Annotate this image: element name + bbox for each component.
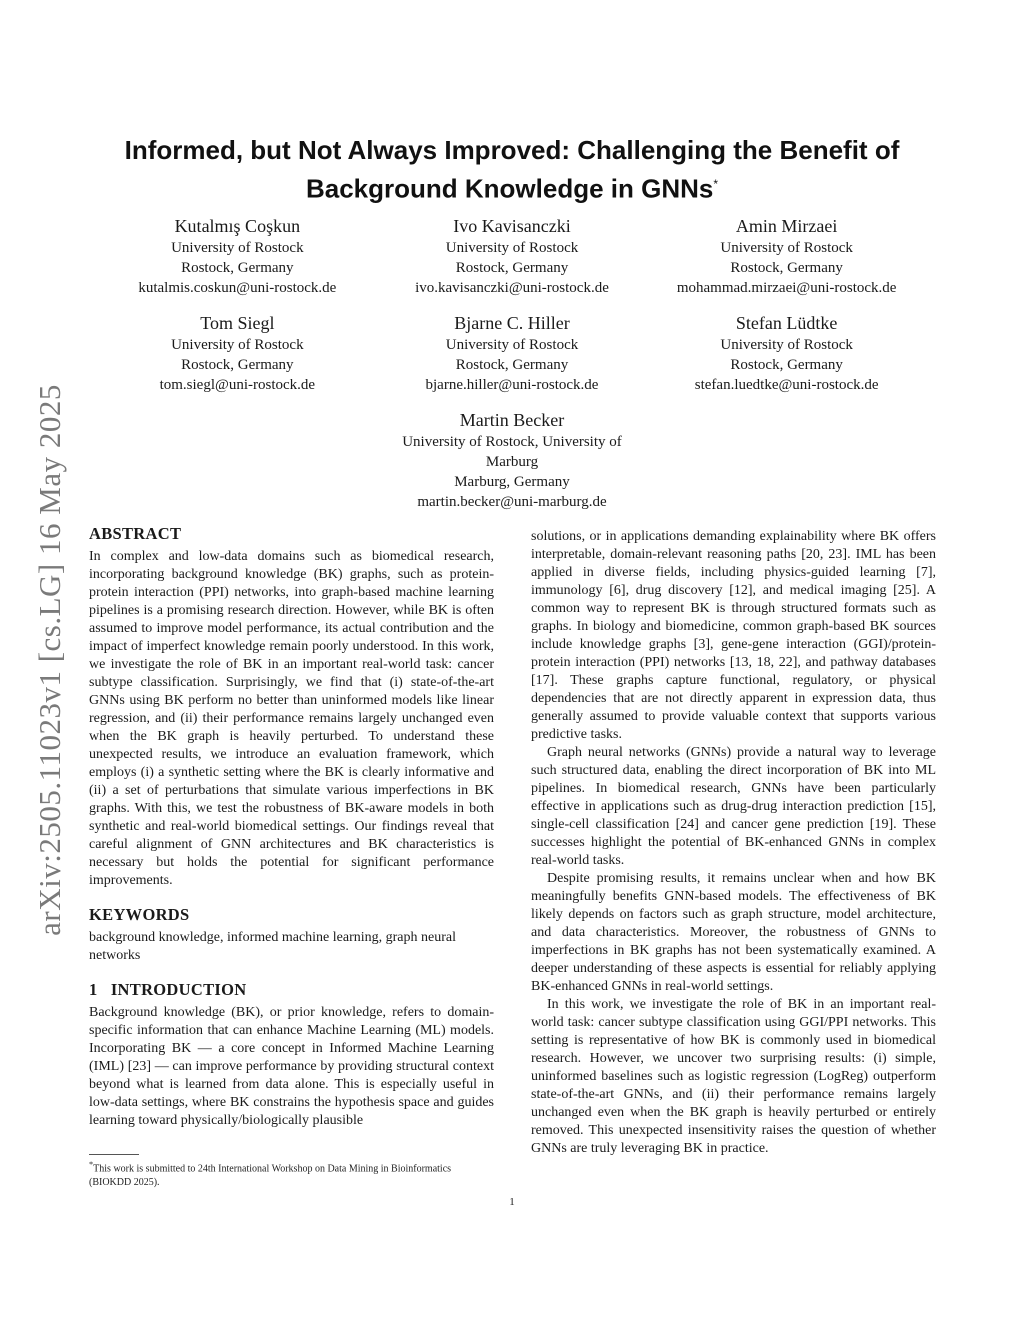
- author-email: martin.becker@uni-marburg.de: [417, 494, 607, 510]
- author-location: Rostock, Germany: [730, 260, 843, 276]
- author-block: [100, 214, 924, 512]
- body-paragraph: Graph neural networks (GNNs) provide a natural way to leverage such structured data, enabling the direct incorporation of BK into ML pipelines. In biomedical research, GNNs have been particularly effective in applications such as drug-drug interaction prediction [15], single-cell classification [24] and cancer gene prediction [19]. These successes highlight the potential of BK-enhanced GNNs in complex real-world tasks.: [531, 745, 936, 868]
- abstract-text: In complex and low-data domains such as biomedical research, incorporating background knowledge (BK) graphs, such as protein-protein interaction (PPI) networks, into graph-based machine learning pipelines is a promising research direction. However, while BK is often assumed to improve model performance, its actual contribution and the impact of imperfect knowledge remain poorly understood. In this work, we investigate the role of BK in an important real-world task: cancer subtype classification. Surprisingly, we find that (i) state-of-the-art GNNs using BK perform no better than uninformed models like linear regression, and (ii) their performance remains largely unchanged even when the BK graph is heavily perturbed. To understand these unexpected results, we introduce an evaluation framework, which employs (i) a synthetic setting where the BK is clearly informative and (ii) a set of perturbations that simulate various imperfections in BK graphs. With this, we test the robustness of BK-aware models in both synthetic and real-world biomedical settings. Our findings reveal that careful alignment of GNN architectures and BK characteristics is necessary but holds the potential for significant performance improvements.: [89, 549, 494, 888]
- body-paragraph: solutions, or in applications demanding explainability where BK offers interpretable, domain-relevant reasoning paths [20, 23]. IML has been applied in diverse fields, including physics-guided learning [7], immunology [6], drug discovery [12], and medical imaging [25]. A common way to represent BK is through structured formats such as graphs. In biology and biomedicine, common graph-based BK sources include knowledge graphs [3], gene-gene interaction (GGI)/protein-protein interaction (PPI) networks [13, 18, 22], and pathway databases [17]. These graphs capture functional, regulatory, or physical dependencies that are not directly apparent in expression data, thus generally assumed to provide valuable context that supports various predictive tasks.: [531, 529, 936, 742]
- author-card: [649, 311, 924, 395]
- keywords-text: background knowledge, informed machine learning, graph neural networks: [89, 930, 456, 963]
- author-location: Marburg, Germany: [454, 474, 570, 490]
- author-affiliation: University of Rostock: [720, 240, 853, 256]
- author-location: Rostock, Germany: [181, 357, 294, 373]
- footnote-mark: *: [89, 1160, 94, 1169]
- title-footnote-mark: *: [713, 177, 719, 191]
- footnote: [89, 1158, 494, 1190]
- author-email: ivo.kavisanczki@uni-rostock.de: [415, 280, 609, 296]
- author-name: Amin Mirzaei: [735, 216, 838, 236]
- author-card: [382, 408, 642, 512]
- author-affiliation: University of Rostock: [445, 240, 579, 256]
- author-card: [100, 214, 375, 298]
- left-column: [89, 525, 494, 1130]
- author-location: Rostock, Germany: [181, 260, 294, 276]
- author-email: stefan.luedtke@uni-rostock.de: [694, 377, 879, 393]
- arxiv-identifier: [26, 360, 74, 960]
- body-paragraph: Despite promising results, it remains unclear when and how BK meaningfully benefits GNN-based models. The effectiveness of BK likely depends on factors such as graph structure, model architecture, and data characteristics. Moreover, the robustness of GNNs to imperfections in BK graphs has not been systematically examined. A deeper understanding of these aspects is essential for reliably applying BK-enhanced GNNs in real-world settings.: [531, 871, 936, 994]
- footnote-text: This work is submitted to 24th International Workshop on Data Mining in Bioinformatics (BIOKDD 2025).: [89, 1163, 452, 1189]
- author-affiliation: University of Rostock: [171, 337, 304, 353]
- author-name: Tom Siegl: [200, 313, 275, 333]
- keywords-heading: KEYWORDS: [89, 905, 190, 924]
- body-paragraph: In this work, we investigate the role of BK in an important real-world task: cancer subtype classification using GGI/PPI networks. This setting is representative of how BK is commonly used in biomedical research. However, we uncover two surprising results: (i) simple, uninformed baselines such as logistic regression (LogReg) outperform state-of-the-art GNNs, and (ii) their performance remains largely unchanged even when the BK graph is heavily perturbed or entirely removed. This unexpected insensitivity raises the question of whether GNNs are truly leveraging BK in practice.: [531, 997, 936, 1156]
- right-column: [531, 528, 936, 1158]
- author-card: [375, 214, 650, 298]
- author-location: Rostock, Germany: [730, 357, 843, 373]
- paper-title: [80, 133, 944, 206]
- author-email: mohammad.mirzaei@uni-rostock.de: [676, 280, 897, 296]
- introduction-heading: 1 INTRODUCTION: [89, 980, 247, 999]
- author-affiliation: University of Rostock: [445, 337, 579, 353]
- author-email: tom.siegl@uni-rostock.de: [159, 377, 316, 393]
- page-number: 1: [509, 1196, 515, 1208]
- author-location: Rostock, Germany: [455, 260, 569, 276]
- author-card: [100, 311, 375, 395]
- author-card: [649, 214, 924, 298]
- author-name: Stefan Lüdtke: [735, 313, 838, 333]
- author-name: Martin Becker: [459, 410, 565, 430]
- paper-title-text: Informed, but Not Always Improved: Challenging the Benefit of Background Knowledge in GNNs: [124, 135, 900, 204]
- author-email: bjarne.hiller@uni-rostock.de: [425, 377, 599, 393]
- abstract-heading: ABSTRACT: [89, 524, 182, 543]
- author-location: Rostock, Germany: [455, 357, 569, 373]
- author-affiliation: University of Rostock, University of Marburg: [402, 434, 622, 470]
- footnote-rule: [89, 1154, 139, 1155]
- author-name: Kutalmış Coşkun: [174, 216, 301, 236]
- introduction-paragraph: Background knowledge (BK), or prior knowledge, refers to domain-specific information that can enhance Machine Learning (ML) models. Incorporating BK — a core concept in Informed Machine Learning (IML) [23] — can improve performance by providing structural context beyond what is learned from data alone. This is especially useful in low-data settings, where BK constrains the hypothesis space and guides learning toward physically/biologically plausible: [89, 1005, 494, 1128]
- author-email: kutalmis.coskun@uni-rostock.de: [138, 280, 337, 296]
- author-affiliation: University of Rostock: [720, 337, 853, 353]
- author-card: [375, 311, 650, 395]
- author-name: Ivo Kavisanczki: [453, 216, 571, 236]
- author-name: Bjarne C. Hiller: [454, 313, 570, 333]
- author-affiliation: University of Rostock: [171, 240, 304, 256]
- arxiv-identifier-text: arXiv:2505.11023v1 [cs.LG] 16 May 2025: [32, 384, 68, 936]
